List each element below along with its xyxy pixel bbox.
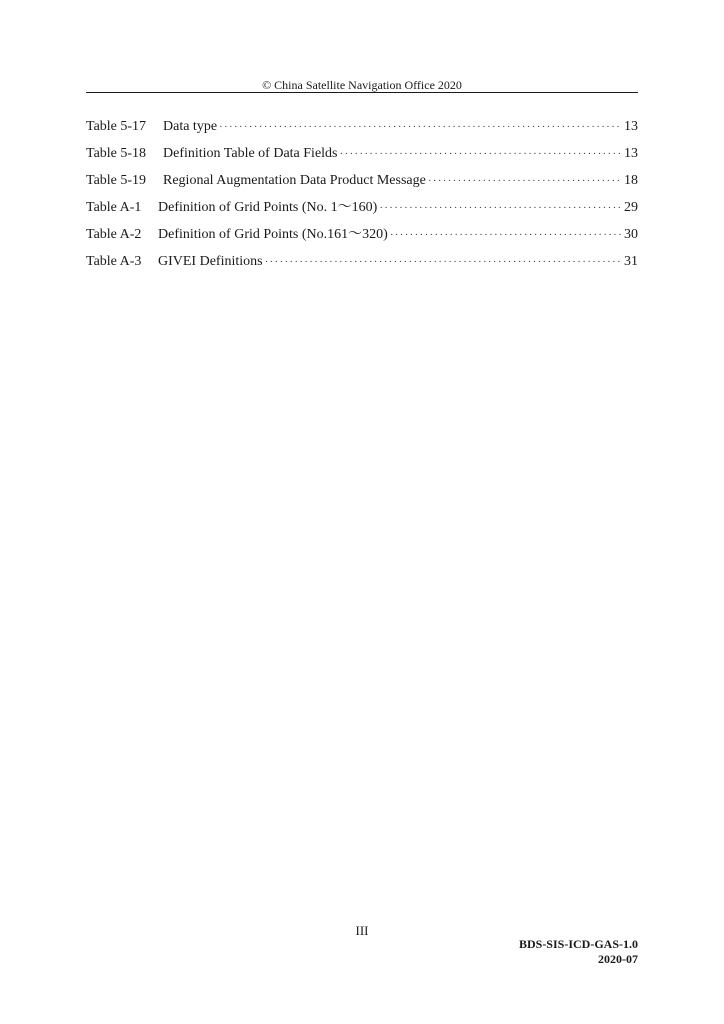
header-divider [86,92,638,93]
toc-dot-leader [390,225,622,245]
page-number: III [355,923,369,938]
toc-dot-leader [219,117,622,137]
toc-entry[interactable] [86,225,638,245]
header-copyright: © China Satellite Navigation Office 2020 [262,78,462,92]
toc-entry[interactable] [86,171,638,191]
toc-dot-leader [428,171,622,191]
toc-entry-page: 13 [624,146,638,161]
toc-dot-leader [340,144,622,164]
toc-entry-page: 13 [624,119,638,134]
toc-entry-label: Table 5-19 [86,173,147,188]
toc-entry-label: Table 5-17 [86,119,147,134]
toc-entry-label: Table A-3 [86,254,142,269]
toc-entry-title: Regional Augmentation Data Product Message [163,173,426,188]
toc-entry-label: Table A-1 [86,200,142,215]
document-id: BDS-SIS-ICD-GAS-1.0 [518,937,638,951]
toc-entry[interactable] [86,117,638,137]
toc-entry-title: GIVEI Definitions [158,254,263,269]
toc-dot-leader [379,198,622,218]
table-of-contents [86,117,638,279]
toc-entry-page: 29 [624,200,638,215]
document-date: 2020-07 [598,952,638,966]
toc-entry-page: 18 [624,173,638,188]
toc-entry-label: Table 5-18 [86,146,147,161]
toc-entry[interactable] [86,144,638,164]
toc-entry-page: 31 [624,254,638,269]
toc-entry[interactable] [86,252,638,272]
toc-dot-leader [265,252,622,272]
toc-entry-title: Definition of Grid Points (No. 1～160) [158,200,378,215]
toc-entry-title: Data type [163,119,218,134]
toc-entry-title: Definition of Grid Points (No.161～320) [158,227,388,242]
toc-entry[interactable] [86,198,638,218]
toc-entry-page: 30 [624,227,638,242]
toc-entry-label: Table A-2 [86,227,142,242]
toc-entry-title: Definition Table of Data Fields [163,146,338,161]
